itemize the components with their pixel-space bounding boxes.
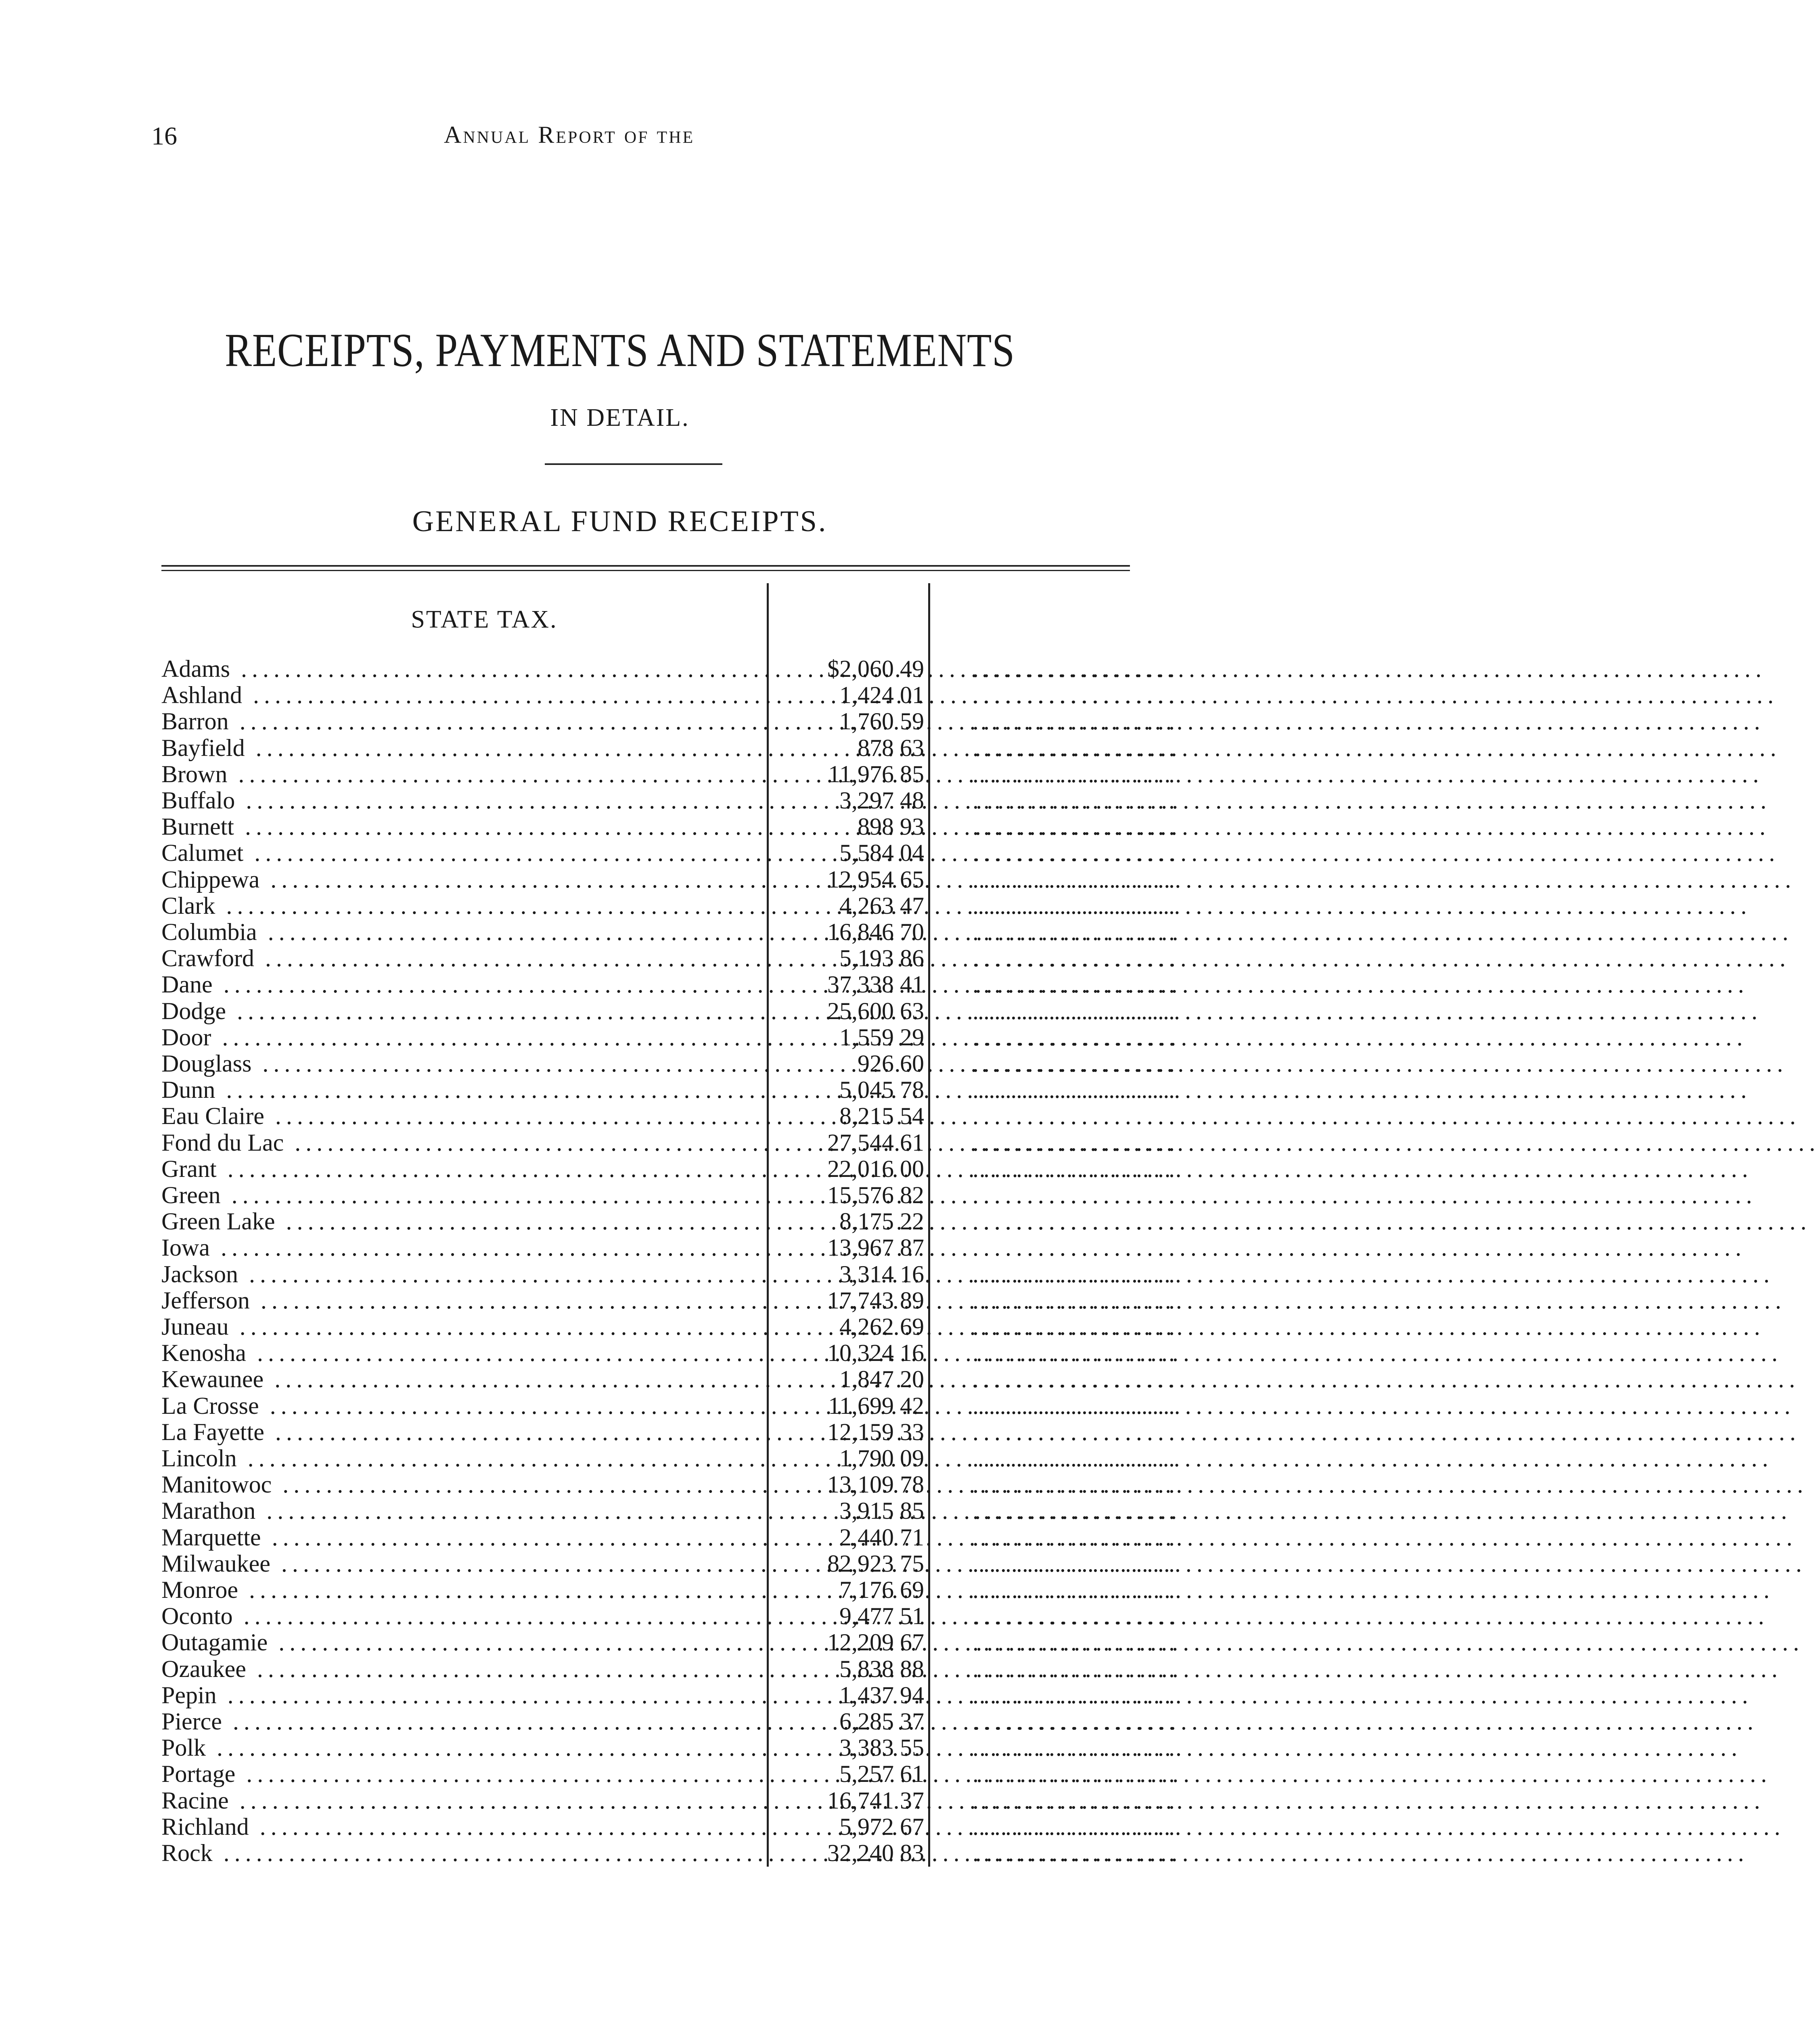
table-row xyxy=(161,1445,1180,1472)
table-row xyxy=(161,787,1180,814)
county-name: Door ..... xyxy=(161,1024,777,1051)
blank-column-leader: ................... xyxy=(973,1234,1180,1261)
table-row xyxy=(161,997,1180,1024)
blank-column-leader: ................... xyxy=(973,1103,1180,1130)
table-row xyxy=(161,1366,1180,1393)
blank-column-leader: ................... xyxy=(973,839,1180,867)
county-name: Brown ..... xyxy=(161,761,777,787)
tax-amount: 4,263 47 xyxy=(839,892,924,919)
county-name: Ashland ..... xyxy=(161,682,777,708)
table-row xyxy=(161,1313,1180,1340)
blank-column-leader: ................... xyxy=(973,1471,1180,1498)
blank-column-leader: ................... xyxy=(973,945,1180,972)
tax-amount: 1,559 29 xyxy=(839,1024,924,1051)
page-title: RECEIPTS, PAYMENTS AND STATEMENTS xyxy=(225,324,1015,377)
table-row xyxy=(161,1208,1180,1235)
table-row xyxy=(161,1050,1180,1077)
table-top-rule xyxy=(161,565,1130,571)
table-row xyxy=(161,1418,1180,1445)
blank-column-leader: ................... xyxy=(973,1366,1180,1393)
county-name: Juneau ..... xyxy=(161,1314,777,1340)
tax-amount: 3,314 16 xyxy=(839,1260,924,1287)
table-row xyxy=(161,1392,1180,1419)
blank-column-leader: ................... xyxy=(973,919,1180,945)
tax-amount: 3,915 85 xyxy=(839,1497,924,1524)
table-row xyxy=(161,1524,1180,1551)
tax-amount: 4,262 69 xyxy=(839,1313,924,1340)
tax-amount: 13,109 78 xyxy=(827,1471,924,1498)
county-name: Calumet ..... xyxy=(161,840,777,866)
tax-amount: 2,440 71 xyxy=(839,1524,924,1551)
table-row xyxy=(161,919,1180,945)
blank-column-leader: ................... xyxy=(973,813,1180,840)
tax-amount: 32,240 83 xyxy=(827,1840,924,1866)
county-name: Adams ..... xyxy=(161,656,777,682)
tax-amount: 17,743 89 xyxy=(827,1287,924,1314)
county-name: Polk ..... xyxy=(161,1735,777,1761)
table-row xyxy=(161,1076,1180,1103)
blank-column-leader: ................... xyxy=(973,1524,1180,1551)
tax-amount: 12,954 65 xyxy=(827,866,924,893)
blank-column-leader: ................... xyxy=(973,1761,1180,1788)
blank-column-leader: ................... xyxy=(973,1313,1180,1340)
county-name: Pierce ..... xyxy=(161,1708,777,1735)
blank-column-leader: ................... xyxy=(973,1550,1180,1577)
blank-column-leader: ................... xyxy=(973,971,1180,998)
tax-amount: 12,159 33 xyxy=(827,1418,924,1445)
county-name: Buffalo ..... xyxy=(161,787,777,814)
table-row xyxy=(161,734,1180,761)
county-name: La Crosse ..... xyxy=(161,1393,777,1419)
blank-column-leader: ................... xyxy=(973,997,1180,1024)
blank-column-leader: ................... xyxy=(973,1392,1180,1419)
county-name: Clark ..... xyxy=(161,893,777,919)
table-row xyxy=(161,1155,1180,1182)
table-row xyxy=(161,760,1180,787)
tax-amount: 13,967 87 xyxy=(827,1234,924,1261)
tax-amount: 6,285 37 xyxy=(839,1708,924,1735)
county-name: Green ..... xyxy=(161,1182,777,1208)
blank-column-leader: ................... xyxy=(973,1787,1180,1814)
table-row xyxy=(161,1024,1180,1051)
county-name: Douglass ..... xyxy=(161,1051,777,1077)
county-name: Chippewa ..... xyxy=(161,867,777,893)
tax-amount: 1,437 94 xyxy=(839,1681,924,1708)
tax-amount: 5,972 67 xyxy=(839,1813,924,1840)
blank-column-leader: ................... xyxy=(973,1497,1180,1524)
title-divider xyxy=(545,463,722,465)
tax-amount: 16,741 37 xyxy=(827,1787,924,1814)
county-name: Columbia ..... xyxy=(161,919,777,945)
tax-amount: 1,790 09 xyxy=(839,1445,924,1472)
county-name: Milwaukee ..... xyxy=(161,1551,777,1577)
tax-amount: 3,383 55 xyxy=(839,1734,924,1761)
county-name: Racine ..... xyxy=(161,1788,777,1814)
table-row xyxy=(161,1734,1180,1761)
tax-amount: 898 93 xyxy=(858,813,924,840)
county-name: Green Lake ..... xyxy=(161,1208,777,1235)
table-row xyxy=(161,1681,1180,1708)
blank-column-leader: ................... xyxy=(973,1076,1180,1103)
tax-amount: 10,324 16 xyxy=(827,1340,924,1367)
county-name: Dunn ..... xyxy=(161,1077,777,1103)
county-name: Grant ..... xyxy=(161,1156,777,1182)
blank-column-leader: ................... xyxy=(973,1603,1180,1630)
blank-column-leader: ................... xyxy=(973,1681,1180,1708)
table-row xyxy=(161,655,1180,682)
table-row xyxy=(161,1787,1180,1814)
tax-amount: 8,215 54 xyxy=(839,1103,924,1130)
tax-amount: $2,060 49 xyxy=(827,655,924,682)
blank-column-leader: ................... xyxy=(973,787,1180,814)
blank-column-leader: ................... xyxy=(973,1813,1180,1840)
blank-column-leader: ................... xyxy=(973,892,1180,919)
blank-column-leader: ................... xyxy=(973,1655,1180,1682)
table-row xyxy=(161,1260,1180,1287)
blank-column-leader: ................... xyxy=(973,1840,1180,1866)
blank-column-leader: ................... xyxy=(973,1260,1180,1287)
blank-column-leader: ................... xyxy=(973,1182,1180,1208)
running-head: Annual Report of the xyxy=(444,121,695,148)
blank-column-leader: ................... xyxy=(973,1024,1180,1051)
table-row xyxy=(161,1708,1180,1735)
blank-column-leader: ................... xyxy=(973,760,1180,787)
county-name: Eau Claire ..... xyxy=(161,1103,777,1129)
table-row xyxy=(161,682,1180,709)
blank-column-leader: ................... xyxy=(973,1708,1180,1735)
county-name: Fond du Lac ..... xyxy=(161,1130,777,1156)
blank-column-leader: ................... xyxy=(973,734,1180,761)
county-name: Barron ..... xyxy=(161,708,777,735)
tax-amount: 5,257 61 xyxy=(839,1761,924,1788)
county-name: Marquette ..... xyxy=(161,1524,777,1551)
county-name: Iowa ..... xyxy=(161,1235,777,1261)
tax-amount: 3,297 48 xyxy=(839,787,924,814)
tax-amount: 37,338 41 xyxy=(827,971,924,998)
county-name: Rock ..... xyxy=(161,1840,777,1866)
tax-amount: 5,193 86 xyxy=(839,945,924,972)
table-row xyxy=(161,1234,1180,1261)
table-row xyxy=(161,1761,1180,1788)
tax-amount: 8,175 22 xyxy=(839,1208,924,1235)
county-name: Lincoln ..... xyxy=(161,1445,777,1472)
table-heading: STATE TAX. xyxy=(411,606,558,633)
table-row xyxy=(161,1576,1180,1603)
tax-amount: 11,699 42 xyxy=(828,1392,924,1419)
blank-column-leader: ................... xyxy=(973,1208,1180,1235)
table-row xyxy=(161,866,1180,893)
tax-amount: 82,923 75 xyxy=(827,1550,924,1577)
table-row xyxy=(161,1182,1180,1208)
table-row xyxy=(161,1129,1180,1156)
county-name: La Fayette ..... xyxy=(161,1419,777,1445)
table-row xyxy=(161,1103,1180,1130)
county-name: Kenosha ..... xyxy=(161,1340,777,1366)
county-name: Burnett ..... xyxy=(161,814,777,840)
blank-column-leader: ................... xyxy=(973,708,1180,735)
tax-amount: 12,209 67 xyxy=(827,1629,924,1656)
tax-amount: 1,847 20 xyxy=(839,1366,924,1393)
table-row xyxy=(161,708,1180,735)
tax-amount: 11,976 85 xyxy=(828,760,924,787)
blank-column-leader: ................... xyxy=(973,1155,1180,1182)
county-name: Jackson ..... xyxy=(161,1261,777,1287)
tax-amount: 16,846 70 xyxy=(827,919,924,945)
table-row xyxy=(161,1550,1180,1577)
county-name: Manitowoc ..... xyxy=(161,1472,777,1498)
table-row xyxy=(161,945,1180,972)
county-name: Portage ..... xyxy=(161,1761,777,1787)
table-row xyxy=(161,1603,1180,1630)
tax-amount: 15,576 82 xyxy=(827,1182,924,1208)
county-name: Jefferson ..... xyxy=(161,1287,777,1314)
tax-amount: 7,176 69 xyxy=(839,1576,924,1603)
tax-amount: 27,544 61 xyxy=(827,1129,924,1156)
tax-amount: 1,424 01 xyxy=(839,682,924,709)
blank-column-leader: ................... xyxy=(973,1050,1180,1077)
table-row xyxy=(161,1497,1180,1524)
blank-column-leader: ................... xyxy=(973,1129,1180,1156)
tax-amount: 5,838 88 xyxy=(839,1655,924,1682)
blank-column-leader: ................... xyxy=(973,682,1180,709)
tax-amount: 1,760 59 xyxy=(839,708,924,735)
table-row xyxy=(161,813,1180,840)
county-name: Monroe ..... xyxy=(161,1577,777,1603)
table-row xyxy=(161,1287,1180,1314)
county-name: Dane ..... xyxy=(161,971,777,998)
table-row xyxy=(161,1655,1180,1682)
blank-column-leader: ................... xyxy=(973,1287,1180,1314)
county-name: Kewaunee ..... xyxy=(161,1366,777,1392)
tax-amount: 5,584 04 xyxy=(839,839,924,867)
tax-amount: 22,016 00 xyxy=(827,1155,924,1182)
page-number: 16 xyxy=(151,121,177,150)
page-subtitle: IN DETAIL. xyxy=(550,404,690,431)
table-row xyxy=(161,839,1180,867)
section-title: GENERAL FUND RECEIPTS. xyxy=(412,505,828,538)
tax-amount: 9,477 51 xyxy=(839,1603,924,1630)
county-name: Pepin ..... xyxy=(161,1682,777,1708)
blank-column-leader: ................... xyxy=(973,1734,1180,1761)
table-row xyxy=(161,1840,1180,1866)
blank-column-leader: ................... xyxy=(973,1629,1180,1656)
table-row xyxy=(161,1471,1180,1498)
table-row xyxy=(161,1813,1180,1840)
table-row xyxy=(161,1340,1180,1367)
county-name: Dodge ..... xyxy=(161,998,777,1024)
table-row xyxy=(161,892,1180,919)
blank-column-leader: ................... xyxy=(973,1418,1180,1445)
blank-column-leader: ................... xyxy=(973,866,1180,893)
table-row xyxy=(161,971,1180,998)
county-name: Ozaukee ..... xyxy=(161,1656,777,1682)
blank-column-leader: ................... xyxy=(973,655,1180,682)
county-name: Crawford ..... xyxy=(161,945,777,971)
county-name: Oconto ..... xyxy=(161,1603,777,1629)
blank-column-leader: ................... xyxy=(973,1340,1180,1367)
tax-amount: 25,600 63 xyxy=(827,997,924,1024)
county-name: Richland ..... xyxy=(161,1814,777,1840)
county-name: Bayfield ..... xyxy=(161,735,777,761)
table-row xyxy=(161,1629,1180,1656)
blank-column-leader: ................... xyxy=(973,1576,1180,1603)
tax-amount: 878 63 xyxy=(858,734,924,761)
tax-amount: 5,045 78 xyxy=(839,1076,924,1103)
tax-amount: 926 60 xyxy=(858,1050,924,1077)
county-name: Outagamie ..... xyxy=(161,1629,777,1656)
county-name: Marathon ..... xyxy=(161,1498,777,1524)
blank-column-leader: ................... xyxy=(973,1445,1180,1472)
